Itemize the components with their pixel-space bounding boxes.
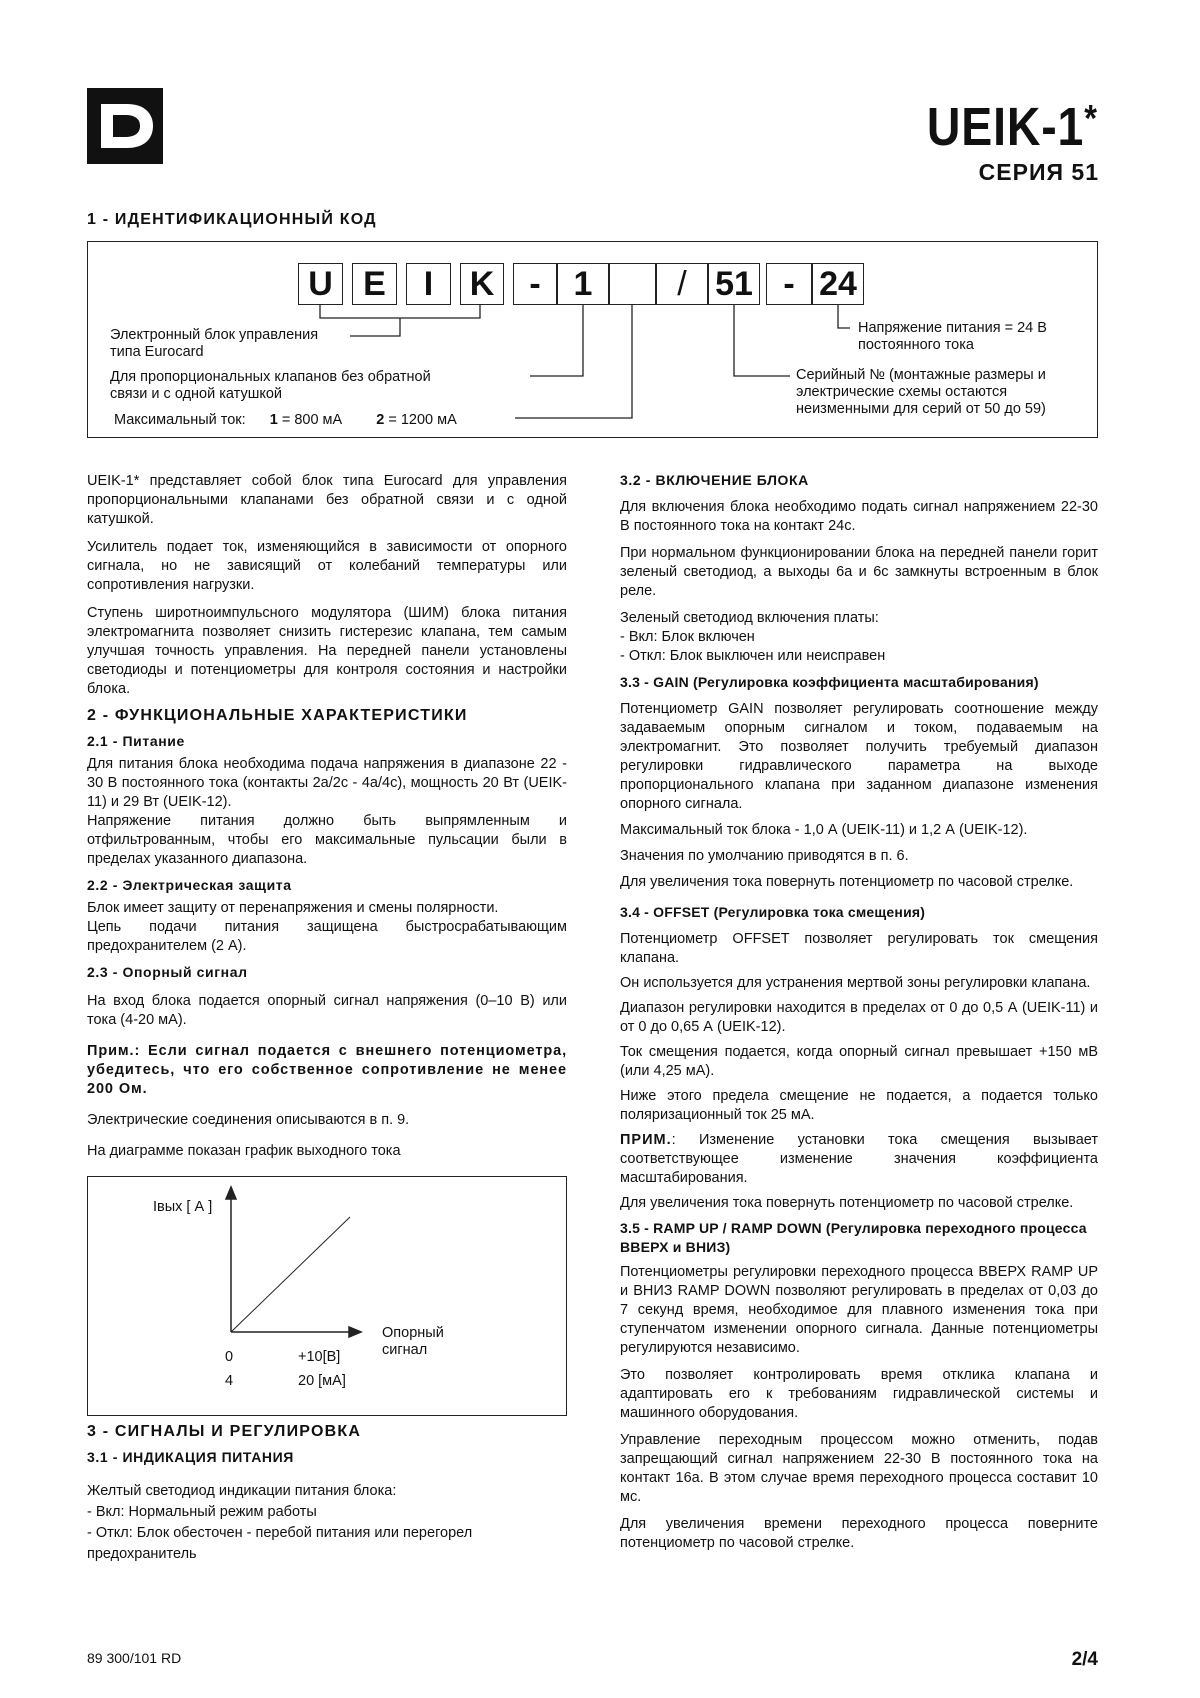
series-label: СЕРИЯ 51 [978,159,1099,185]
doc-number: 89 300/101 RD [87,1650,182,1666]
s32-p1: Для включения блока необходимо подать сигнал напряжением 22-30 В постоянного тока на контакт 24с. [620,499,1098,534]
s33-p1: Потенциометр GAIN позволяет регулировать соотношение между задаваемым опорным сигналом и током, подаваемым на электромагнит. Это позволяет получить требуемый диапазон регулировки гидравлического параметра на выходе пропорционального клапана при заданном диапазоне изменения опорного сигнала. [620,701,1098,812]
label-proportional: Для пропорциональных клапанов без обратной связи и с одной катушкой [110,369,431,402]
section35-heading: 3.5 - RAMP UP / RAMP DOWN (Регулировка переходного процесса ВВЕРХ и ВНИЗ) [620,1220,1087,1255]
s34-p6: Для увеличения тока повернуть потенциометр по часовой стрелке. [620,1195,1074,1211]
s21-p2: Напряжение питания должно быть выпрямленным и отфильтрованным, чтобы его максимальные пульсации были в пределах указанного диапазона. [87,813,567,867]
diagram-y-label: Iвых [ А ] [153,1199,213,1215]
s32-p2: При нормальном функционировании блока на передней панели горит зеленый светодиод, а выходы 6а и 6с замкнуты встроенным в блок реле. [620,545,1098,599]
section31-heading: 3.1 - ИНДИКАЦИЯ ПИТАНИЯ [87,1449,294,1465]
code-cell-k: K [460,263,504,305]
s23-p3: На диаграмме показан график выходного тока [87,1143,401,1159]
s34-p3: Диапазон регулировки находится в пределах от 0 до 0,5 А (UEIK-11) и от 0 до 0,65 А (UEIK-12). [620,1000,1098,1035]
section2-heading: 2 - ФУНКЦИОНАЛЬНЫЕ ХАРАКТЕРИСТИКИ [87,707,468,724]
diagram-x-zero-volt: 0 [225,1349,234,1365]
left-column [87,472,567,1161]
diagram-x-label: Опорный сигнал [382,1325,444,1358]
section22-heading: 2.2 - Электрическая защита [87,877,292,893]
code-cell-u: U [298,263,343,305]
s32-list: Зеленый светодиод включения платы: - Вкл: Блок включен - Откл: Блок выключен или неисправен [620,610,886,664]
section23-heading: 2.3 - Опорный сигнал [87,964,248,980]
s22-p2: Цепь подачи питания защищена быстросрабатывающим предохранителем (2 А). [87,919,567,954]
s35-p3: Управление переходным процессом можно отменить, подав запрещающий сигнал напряжением 22-30 В постоянного тока на контакт 16а. В этом случае время переходного процесса составит 10 мс. [620,1432,1098,1505]
section1-heading: 1 - ИДЕНТИФИКАЦИОННЫЙ КОД [87,211,377,228]
code-cell-dash-2: - [766,263,812,305]
intro-p3: Ступень широтноимпульсного модулятора (ШИМ) блока питания электромагнита позволяет снизить гистерезис клапана, тем самым улучшая точность управления. На передней панели установлены светодиоды и потенциометры для контроля состояния и настройки блока. [87,605,567,697]
s23-p2: Электрические соединения описываются в п. 9. [87,1112,410,1128]
s35-p4: Для увеличения времени переходного процесса поверните потенциометр по часовой стрелке. [620,1516,1098,1551]
intro-p2: Усилитель подает ток, изменяющийся в зависимости от опорного сигнала, но не зависящий от колебаний температуры или сопротивления нагрузки. [87,539,567,593]
diagram-x-zero-ma: 4 [225,1373,234,1389]
code-cell-series: 51 [708,263,760,305]
code-cell-slash: / [656,263,708,305]
section32-heading: 3.2 - ВКЛЮЧЕНИЕ БЛОКА [620,472,809,488]
s34-p4: Ток смещения подается, когда опорный сигнал превышает +150 мВ (или 4,25 мА). [620,1044,1098,1079]
s33-p4: Для увеличения тока повернуть потенциометр по часовой стрелке. [620,874,1074,890]
label-max-current: Максимальный ток: 1 = 800 мА 2 = 1200 мА [114,412,457,428]
section21-heading: 2.1 - Питание [87,733,185,749]
s34-p2: Он используется для устранения мертвой зоны регулировки клапана. [620,975,1091,991]
page-number: 2/4 [1071,1649,1098,1670]
code-cell-i: I [406,263,451,305]
output-current-diagram [87,1176,567,1416]
section33-heading: 3.3 - GAIN (Регулировка коэффициента масштабирования) [620,674,1039,690]
diagram-x-max-volt: +10[В] [298,1349,341,1365]
intro-p1: UEIK-1* представляет собой блок типа Eurocard для управления пропорциональными клапанами без обратной связи и с одной катушкой. [87,473,567,527]
section34-heading: 3.4 - OFFSET (Регулировка тока смещения) [620,904,926,920]
s34-p5: Ниже этого предела смещение не подается, а подается только поляризационный ток 25 мА. [620,1088,1098,1123]
s23-p1: На вход блока подается опорный сигнал напряжения (0–10 В) или тока (4-20 мА). [87,993,567,1028]
section3-heading: 3 - СИГНАЛЫ И РЕГУЛИРОВКА [87,1423,362,1440]
label-eurocard: Электронный блок управления типа Eurocard [110,327,319,360]
label-serial: Серийный № (монтажные размеры и электрические схемы остаются неизменными для серий от 50 до 59) [796,367,1046,417]
code-cell-dash-1: - [513,263,557,305]
s34-p1: Потенциометр OFFSET позволяет регулировать ток смещения клапана. [620,931,1098,966]
right-column [620,472,1098,1553]
s22-p1: Блок имеет защиту от перенапряжения и смены полярности. [87,900,499,916]
code-cell-e: E [352,263,397,305]
s35-p2: Это позволяет контролировать время отклика клапана и адаптировать его к требованиям гидравлической системы и машинного оборудования. [620,1367,1098,1421]
code-cell-1: 1 [557,263,609,305]
code-cell-voltage: 24 [812,263,864,305]
s33-p3: Значения по умолчанию приводятся в п. 6. [620,848,909,864]
s31-text: Желтый светодиод индикации питания блока: - Вкл: Нормальный режим работы - Откл: Блок обесточен - перебой питания или перегорел предохранитель [87,1483,473,1562]
s34-note: ПРИМ.: Изменение установки тока смещения вызывает соответствующее изменение значения коэффициента масштабирования. [620,1132,1098,1186]
s21-p1: Для питания блока необходима подача напряжения в диапазоне 22 - 30 В постоянного тока (контакты 2а/2с - 4а/4с), мощность 20 Вт (UEIK-11) и 29 Вт (UEIK-12). [87,756,567,810]
section3-left [87,1423,567,1565]
s35-p1: Потенциометры регулировки переходного процесса ВВЕРХ RAMP UP и ВНИЗ RAMP DOWN позволяют регулировать в пределах от 0,03 до 7 секунд время, необходимое для плавного изменения тока при ступенчатом изменении опорного сигнала. Данные потенциометры регулируются независимо. [620,1264,1098,1356]
product-title: UEIK-1* [927,97,1098,157]
diagram-x-max-ma: 20 [мА] [298,1373,346,1389]
s23-note: Прим.: Если сигнал подается с внешнего потенциометра, убедитесь, что его собственное сопротивление не менее 200 Ом. [87,1043,567,1097]
label-voltage: Напряжение питания = 24 В постоянного тока [858,320,1047,353]
s33-p2: Максимальный ток блока - 1,0 А (UEIK-11) и 1,2 А (UEIK-12). [620,822,1028,838]
